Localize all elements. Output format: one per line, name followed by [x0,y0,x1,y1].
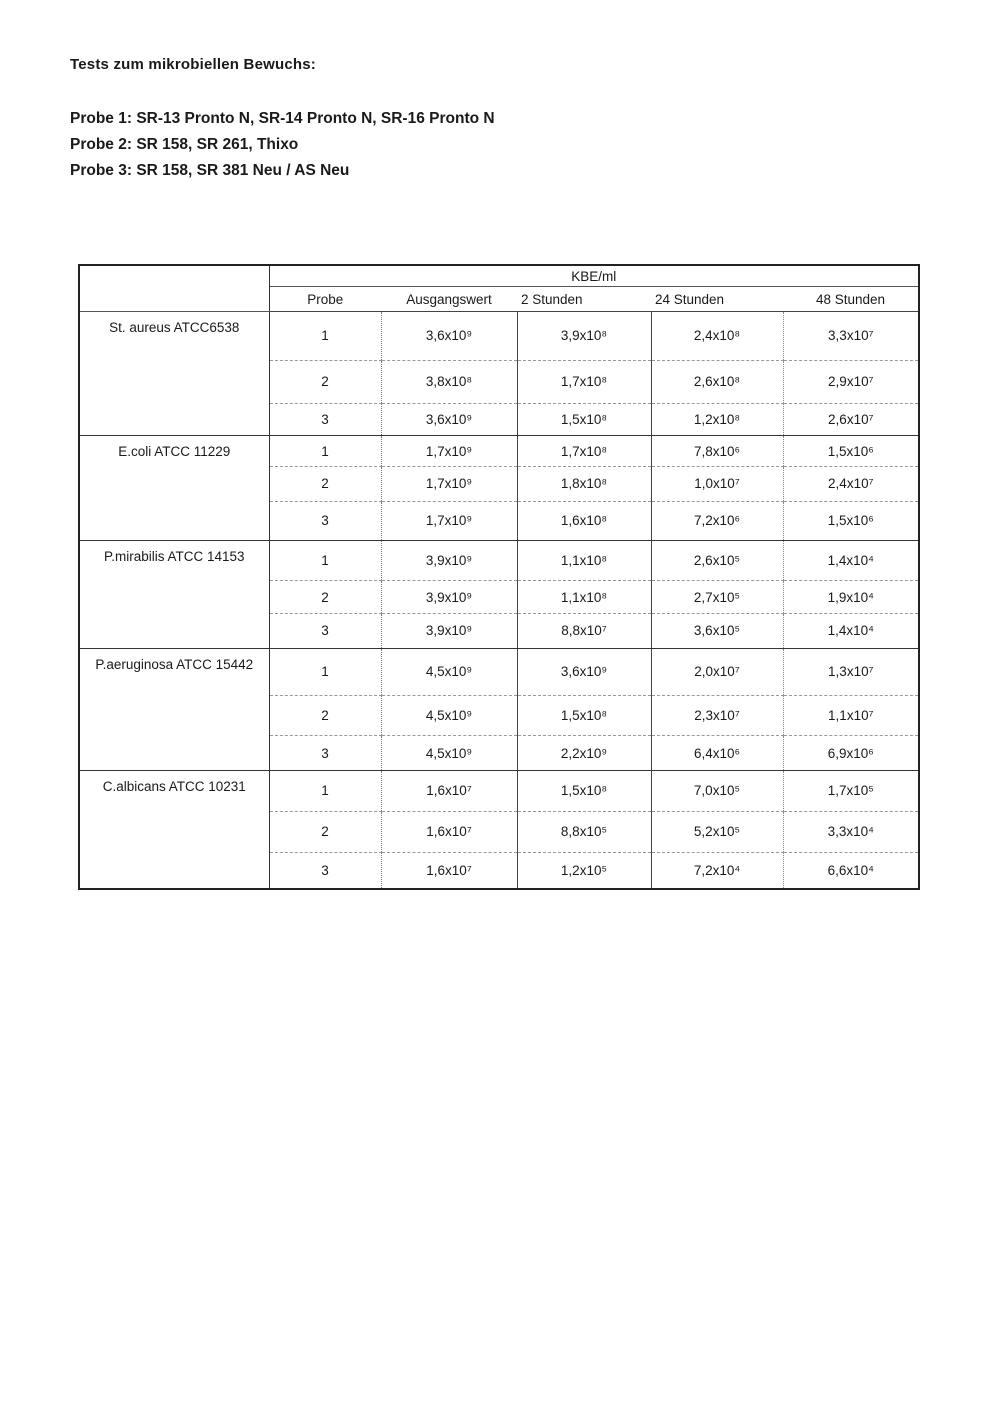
value-24-stunden: 1,0x10⁷ [651,467,783,502]
value-ausgangswert: 4,5x10⁹ [381,736,517,771]
probe-number: 2 [269,581,381,614]
value-48-stunden: 1,1x10⁷ [783,695,919,736]
probe-line-3: Probe 3: SR 158, SR 381 Neu / AS Neu [70,162,350,179]
value-2-stunden: 1,2x10⁵ [517,852,651,889]
probe-number: 2 [269,360,381,403]
probe-number: 3 [269,403,381,436]
column-header-24h: 24 Stunden [651,287,783,312]
value-48-stunden: 1,5x10⁶ [783,501,919,540]
value-48-stunden: 6,6x10⁴ [783,852,919,889]
value-2-stunden: 1,5x10⁸ [517,695,651,736]
probe-number: 2 [269,811,381,852]
table-row [79,648,919,695]
table-row [79,540,919,581]
probe-number: 1 [269,436,381,467]
value-48-stunden: 2,6x10⁷ [783,403,919,436]
value-2-stunden: 1,5x10⁸ [517,403,651,436]
organism-name: St. aureus ATCC6538 [79,312,269,436]
value-24-stunden: 5,2x10⁵ [651,811,783,852]
probe-number: 1 [269,312,381,361]
probe-number: 3 [269,501,381,540]
column-header-ausgangswert: Ausgangswert [381,287,517,312]
value-2-stunden: 1,5x10⁸ [517,771,651,812]
value-2-stunden: 1,8x10⁸ [517,467,651,502]
value-ausgangswert: 1,7x10⁹ [381,467,517,502]
value-24-stunden: 2,6x10⁵ [651,540,783,581]
table-body [79,312,919,890]
value-48-stunden: 2,9x10⁷ [783,360,919,403]
column-header-2h: 2 Stunden [517,287,651,312]
value-48-stunden: 3,3x10⁷ [783,312,919,361]
value-2-stunden: 1,6x10⁸ [517,501,651,540]
probe-line-1: Probe 1: SR-13 Pronto N, SR-14 Pronto N, SR-16 Pronto N [70,110,495,127]
value-ausgangswert: 3,6x10⁹ [381,403,517,436]
value-2-stunden: 3,9x10⁸ [517,312,651,361]
value-24-stunden: 2,7x10⁵ [651,581,783,614]
value-24-stunden: 6,4x10⁶ [651,736,783,771]
organism-header-cell [79,265,269,312]
value-2-stunden: 2,2x10⁹ [517,736,651,771]
probe-number: 1 [269,648,381,695]
kbe-group-header: KBE/ml [269,265,919,287]
probe-number: 3 [269,736,381,771]
value-48-stunden: 1,7x10⁵ [783,771,919,812]
value-48-stunden: 1,5x10⁶ [783,436,919,467]
value-2-stunden: 1,1x10⁸ [517,540,651,581]
value-48-stunden: 3,3x10⁴ [783,811,919,852]
results-table [78,264,920,890]
probe-number: 2 [269,695,381,736]
value-2-stunden: 8,8x10⁷ [517,613,651,648]
value-ausgangswert: 3,9x10⁹ [381,540,517,581]
value-2-stunden: 1,7x10⁸ [517,360,651,403]
value-24-stunden: 7,2x10⁶ [651,501,783,540]
probe-number: 3 [269,852,381,889]
value-24-stunden: 2,4x10⁸ [651,312,783,361]
value-2-stunden: 3,6x10⁹ [517,648,651,695]
value-2-stunden: 1,1x10⁸ [517,581,651,614]
organism-name: P.mirabilis ATCC 14153 [79,540,269,648]
value-24-stunden: 1,2x10⁸ [651,403,783,436]
probe-number: 1 [269,540,381,581]
value-24-stunden: 3,6x10⁵ [651,613,783,648]
probe-line-2: Probe 2: SR 158, SR 261, Thixo [70,136,299,153]
value-48-stunden: 1,3x10⁷ [783,648,919,695]
probe-list [70,106,495,184]
column-header-probe: Probe [269,287,381,312]
table-row [79,771,919,812]
value-ausgangswert: 1,7x10⁹ [381,436,517,467]
table-row [79,312,919,361]
value-24-stunden: 2,0x10⁷ [651,648,783,695]
value-48-stunden: 2,4x10⁷ [783,467,919,502]
value-2-stunden: 1,7x10⁸ [517,436,651,467]
organism-name: E.coli ATCC 11229 [79,436,269,540]
value-ausgangswert: 3,8x10⁸ [381,360,517,403]
value-24-stunden: 7,2x10⁴ [651,852,783,889]
value-ausgangswert: 3,9x10⁹ [381,613,517,648]
value-2-stunden: 8,8x10⁵ [517,811,651,852]
value-48-stunden: 1,4x10⁴ [783,540,919,581]
column-header-48h: 48 Stunden [783,287,919,312]
value-24-stunden: 2,3x10⁷ [651,695,783,736]
probe-number: 3 [269,613,381,648]
probe-number: 2 [269,467,381,502]
organism-name: C.albicans ATCC 10231 [79,771,269,889]
value-ausgangswert: 3,6x10⁹ [381,312,517,361]
probe-number: 1 [269,771,381,812]
value-ausgangswert: 1,6x10⁷ [381,852,517,889]
value-ausgangswert: 1,6x10⁷ [381,811,517,852]
value-24-stunden: 2,6x10⁸ [651,360,783,403]
organism-name: P.aeruginosa ATCC 15442 [79,648,269,770]
value-48-stunden: 1,4x10⁴ [783,613,919,648]
value-ausgangswert: 3,9x10⁹ [381,581,517,614]
table-row [79,436,919,467]
value-24-stunden: 7,8x10⁶ [651,436,783,467]
value-ausgangswert: 1,6x10⁷ [381,771,517,812]
value-24-stunden: 7,0x10⁵ [651,771,783,812]
document-heading: Tests zum mikrobiellen Bewuchs: [70,56,316,73]
value-48-stunden: 6,9x10⁶ [783,736,919,771]
value-ausgangswert: 4,5x10⁹ [381,648,517,695]
value-48-stunden: 1,9x10⁴ [783,581,919,614]
value-ausgangswert: 4,5x10⁹ [381,695,517,736]
value-ausgangswert: 1,7x10⁹ [381,501,517,540]
